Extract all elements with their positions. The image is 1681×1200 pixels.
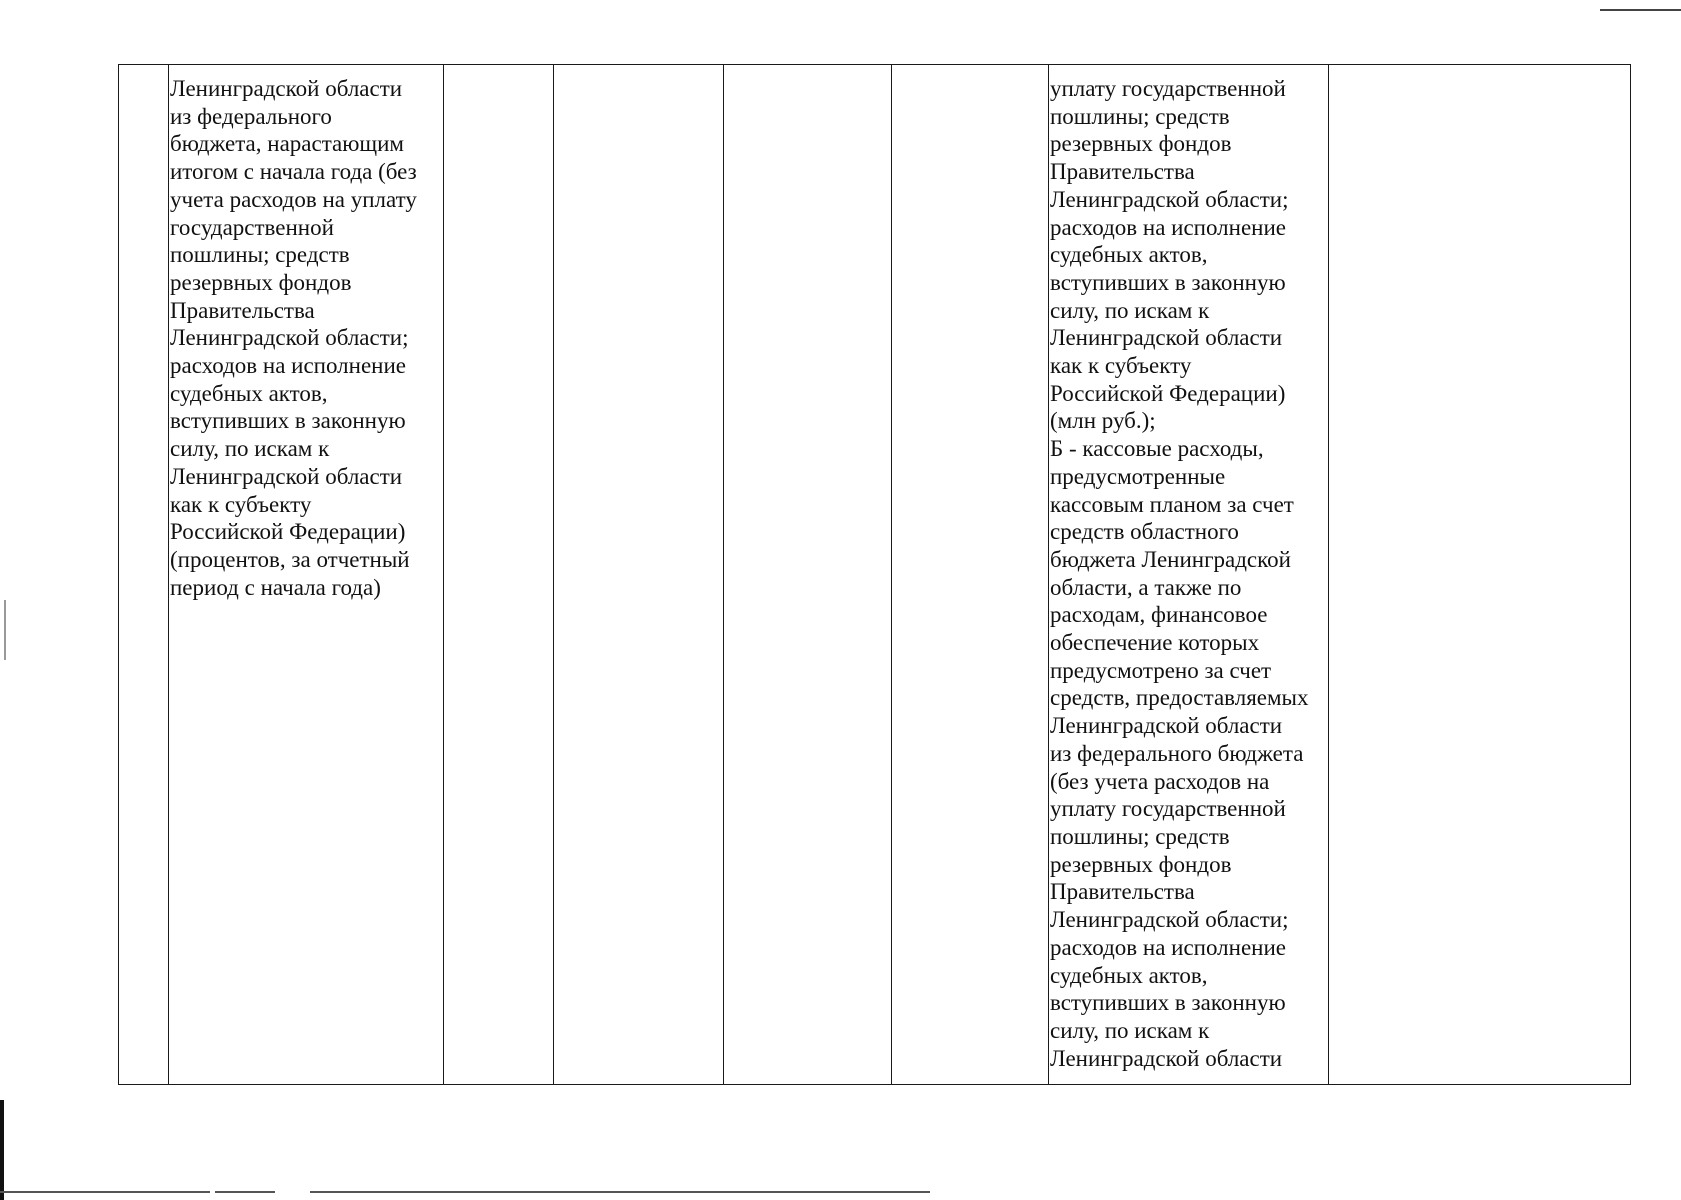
table-cell-empty	[1329, 65, 1631, 1085]
table-cell-formula	[1049, 65, 1329, 1085]
table-cell-indicator	[169, 65, 444, 1085]
indicator-text: Ленинградской области из федерального бюджета, нарастающим итогом с начала года (без учета расходов на уплату государственной пошлины; средств резервных фондов Правительства Ленинградской области; расходов на исполнение судебных актов, вступивших в законную силу, по искам к Ленинградской области как к субъекту Российской Федерации) (процентов, за отчетный период с начала года)	[170, 76, 417, 600]
document-table	[118, 64, 1631, 1085]
table-cell-empty	[724, 65, 892, 1085]
table-cell-empty	[444, 65, 554, 1085]
scan-artifact-line	[310, 1191, 930, 1193]
table-cell-empty	[892, 65, 1049, 1085]
scan-artifact-line	[215, 1191, 275, 1193]
table-cell-empty	[554, 65, 724, 1085]
scan-artifact-tick	[4, 600, 6, 660]
table-cell-number	[119, 65, 169, 1085]
table-row	[119, 65, 1631, 1085]
scan-artifact-line	[1600, 9, 1681, 11]
formula-text: уплату государственной пошлины; средств резервных фондов Правительства Ленинградской области; расходов на исполнение судебных актов, вступивших в законную силу, по искам к Ленинградской области как к субъекту Российской Федерации) (млн руб.); Б - кассовые расходы, предусмотренные кассовым планом за счет средств областного бюджета Ленинградской области, а также по расходам, финансовое обеспечение которых предусмотрено за счет средств, предоставляемых Ленинградской области из федерального бюджета (без учета расходов на уплату государственной пошлины; средств резервных фондов Правительства Ленинградской области; расходов на исполнение судебных актов, вступивших в законную силу, по искам к Ленинградской области	[1050, 76, 1309, 1071]
scan-artifact-line	[0, 1191, 210, 1193]
scan-artifact-edge	[0, 1100, 4, 1200]
